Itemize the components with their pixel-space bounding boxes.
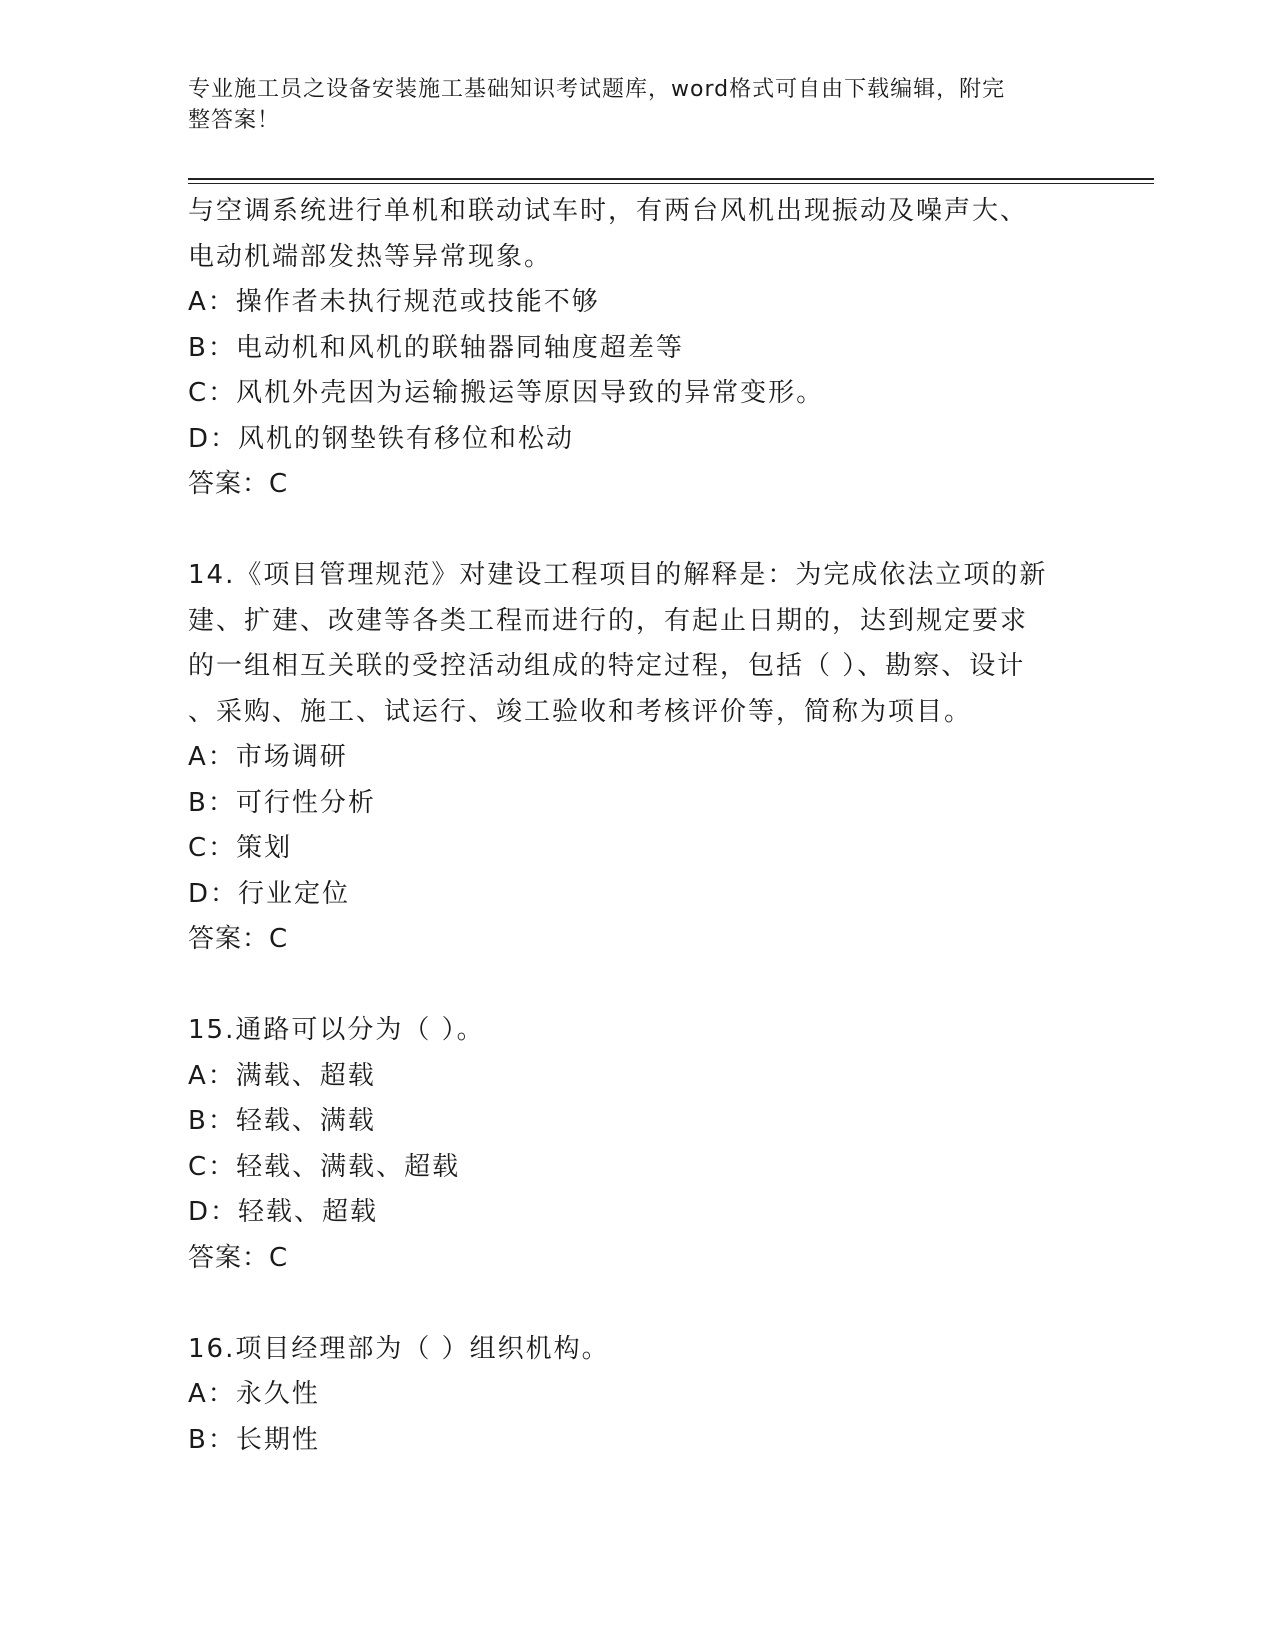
answer-line: 答案：C — [188, 1242, 289, 1273]
option-a: A：满载、超载 — [188, 1060, 376, 1091]
spacer — [188, 963, 1088, 1009]
option-c: C：风机外壳因为运输搬运等原因导致的异常变形。 — [188, 378, 825, 408]
option-b: B：电动机和风机的联轴器同轴度超差等 — [188, 332, 684, 363]
question-stem-line: 15.通路可以分为（ ）。 — [188, 1015, 485, 1045]
question-stem-line: 与空调系统进行单机和联动试车时，有两台风机出现振动及噪声大、 — [188, 196, 1029, 226]
option-c: C：轻载、满载、超载 — [188, 1151, 461, 1182]
question-stem-line: 14.《项目管理规范》对建设工程项目的解释是：为完成依法立项的新 — [188, 560, 1048, 590]
document-header — [188, 74, 1068, 136]
spacer — [188, 1281, 1088, 1327]
option-b: B：轻载、满载 — [188, 1106, 376, 1136]
question-stem-line: 电动机端部发热等异常现象。 — [188, 241, 553, 272]
question-13 — [188, 189, 1088, 508]
header-divider-thick — [188, 178, 1154, 180]
question-stem-line: 建、扩建、改建等各类工程而进行的，有起止日期的，达到规定要求 — [188, 605, 1029, 636]
option-a: A：操作者未执行规范或技能不够 — [188, 287, 600, 317]
question-stem-line: 、采购、施工、试运行、竣工验收和考核评价等，简称为项目。 — [188, 696, 973, 727]
option-b: B：长期性 — [188, 1424, 320, 1455]
option-c: C：策划 — [188, 833, 293, 863]
question-16 — [188, 1327, 1088, 1464]
header-line-2: 整答案！ — [188, 108, 281, 133]
question-list — [188, 189, 1088, 1463]
option-d: D：行业定位 — [188, 878, 351, 909]
option-d: D：风机的钢垫铁有移位和松动 — [188, 423, 575, 454]
question-stem-line: 16.项目经理部为（ ）组织机构。 — [188, 1333, 610, 1364]
header-divider-thin — [188, 183, 1154, 184]
question-15 — [188, 1008, 1088, 1281]
answer-line: 答案：C — [188, 924, 289, 954]
header-line-1: 专业施工员之设备安装施工基础知识考试题库，word格式可自由下载编辑，附完 — [188, 77, 1006, 102]
option-b: B：可行性分析 — [188, 787, 376, 818]
answer-line: 答案：C — [188, 469, 289, 499]
question-stem-line: 的一组相互关联的受控活动组成的特定过程，包括（ ）、勘察、设计 — [188, 651, 1026, 681]
spacer — [188, 508, 1088, 554]
option-a: A：永久性 — [188, 1379, 320, 1409]
option-d: D：轻载、超载 — [188, 1197, 379, 1227]
question-14 — [188, 553, 1088, 963]
option-a: A：市场调研 — [188, 742, 348, 772]
